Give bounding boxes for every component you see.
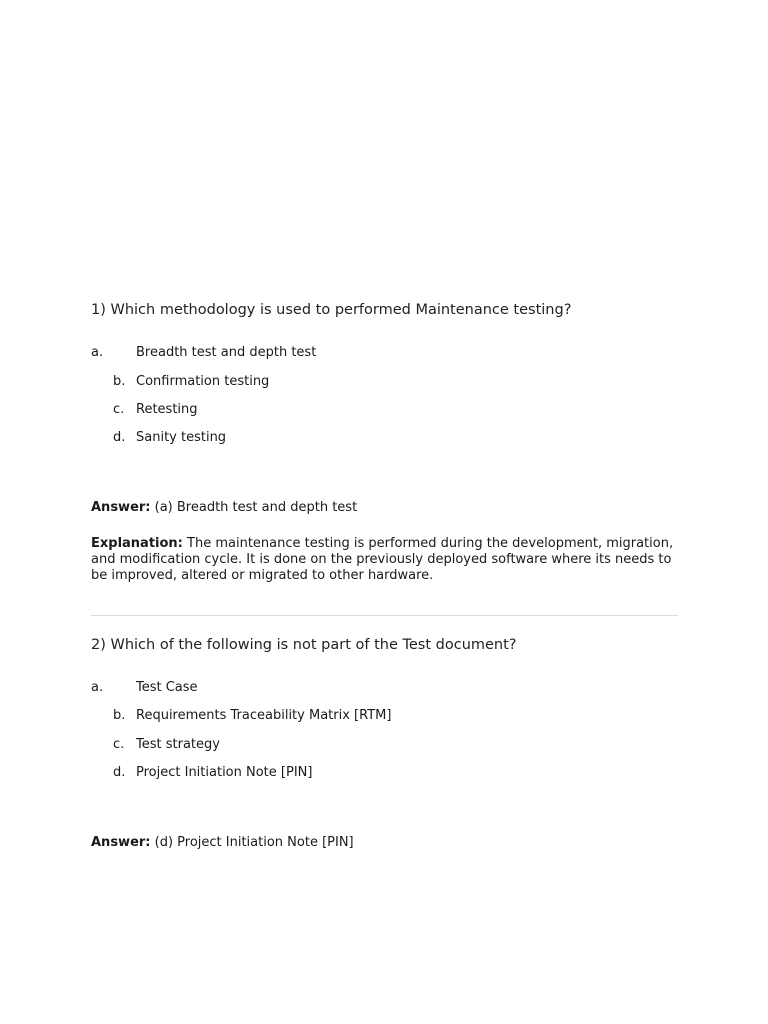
question-divider <box>91 615 678 616</box>
question-1-explanation <box>91 536 681 584</box>
option-text: Breadth test and depth test <box>136 345 317 360</box>
explanation-label: Explanation: <box>91 536 183 551</box>
option-letter: d. <box>113 765 126 780</box>
option-letter: a. <box>91 345 104 360</box>
option-letter: d. <box>113 430 126 445</box>
explanation-text: The maintenance testing is performed during the development, migration, and modification cycle. It is done on the previously deployed software where its needs to be improved, altered or migrated to other hardware. <box>91 536 674 583</box>
option-letter: c. <box>113 737 125 752</box>
option-text: Project Initiation Note [PIN] <box>136 765 313 780</box>
option-letter: c. <box>113 402 125 417</box>
option-letter: a. <box>91 680 104 695</box>
answer-label: Answer: <box>91 500 151 515</box>
option-letter: b. <box>113 708 126 723</box>
question-2-text: 2) Which of the following is not part of the Test document? <box>91 637 517 653</box>
option-text: Sanity testing <box>136 430 227 445</box>
option-text: Test strategy <box>136 737 220 752</box>
option-text: Confirmation testing <box>136 374 270 389</box>
option-text: Test Case <box>136 680 198 695</box>
answer-text: (a) Breadth test and depth test <box>154 500 358 515</box>
question-1-answer <box>91 500 681 516</box>
answer-text: (d) Project Initiation Note [PIN] <box>154 835 354 850</box>
question-2-answer <box>91 835 681 851</box>
answer-label: Answer: <box>91 835 151 850</box>
option-letter: b. <box>113 374 126 389</box>
option-text: Requirements Traceability Matrix [RTM] <box>136 708 392 723</box>
question-1-text: 1) Which methodology is used to performed Maintenance testing? <box>91 302 572 318</box>
option-text: Retesting <box>136 402 198 417</box>
